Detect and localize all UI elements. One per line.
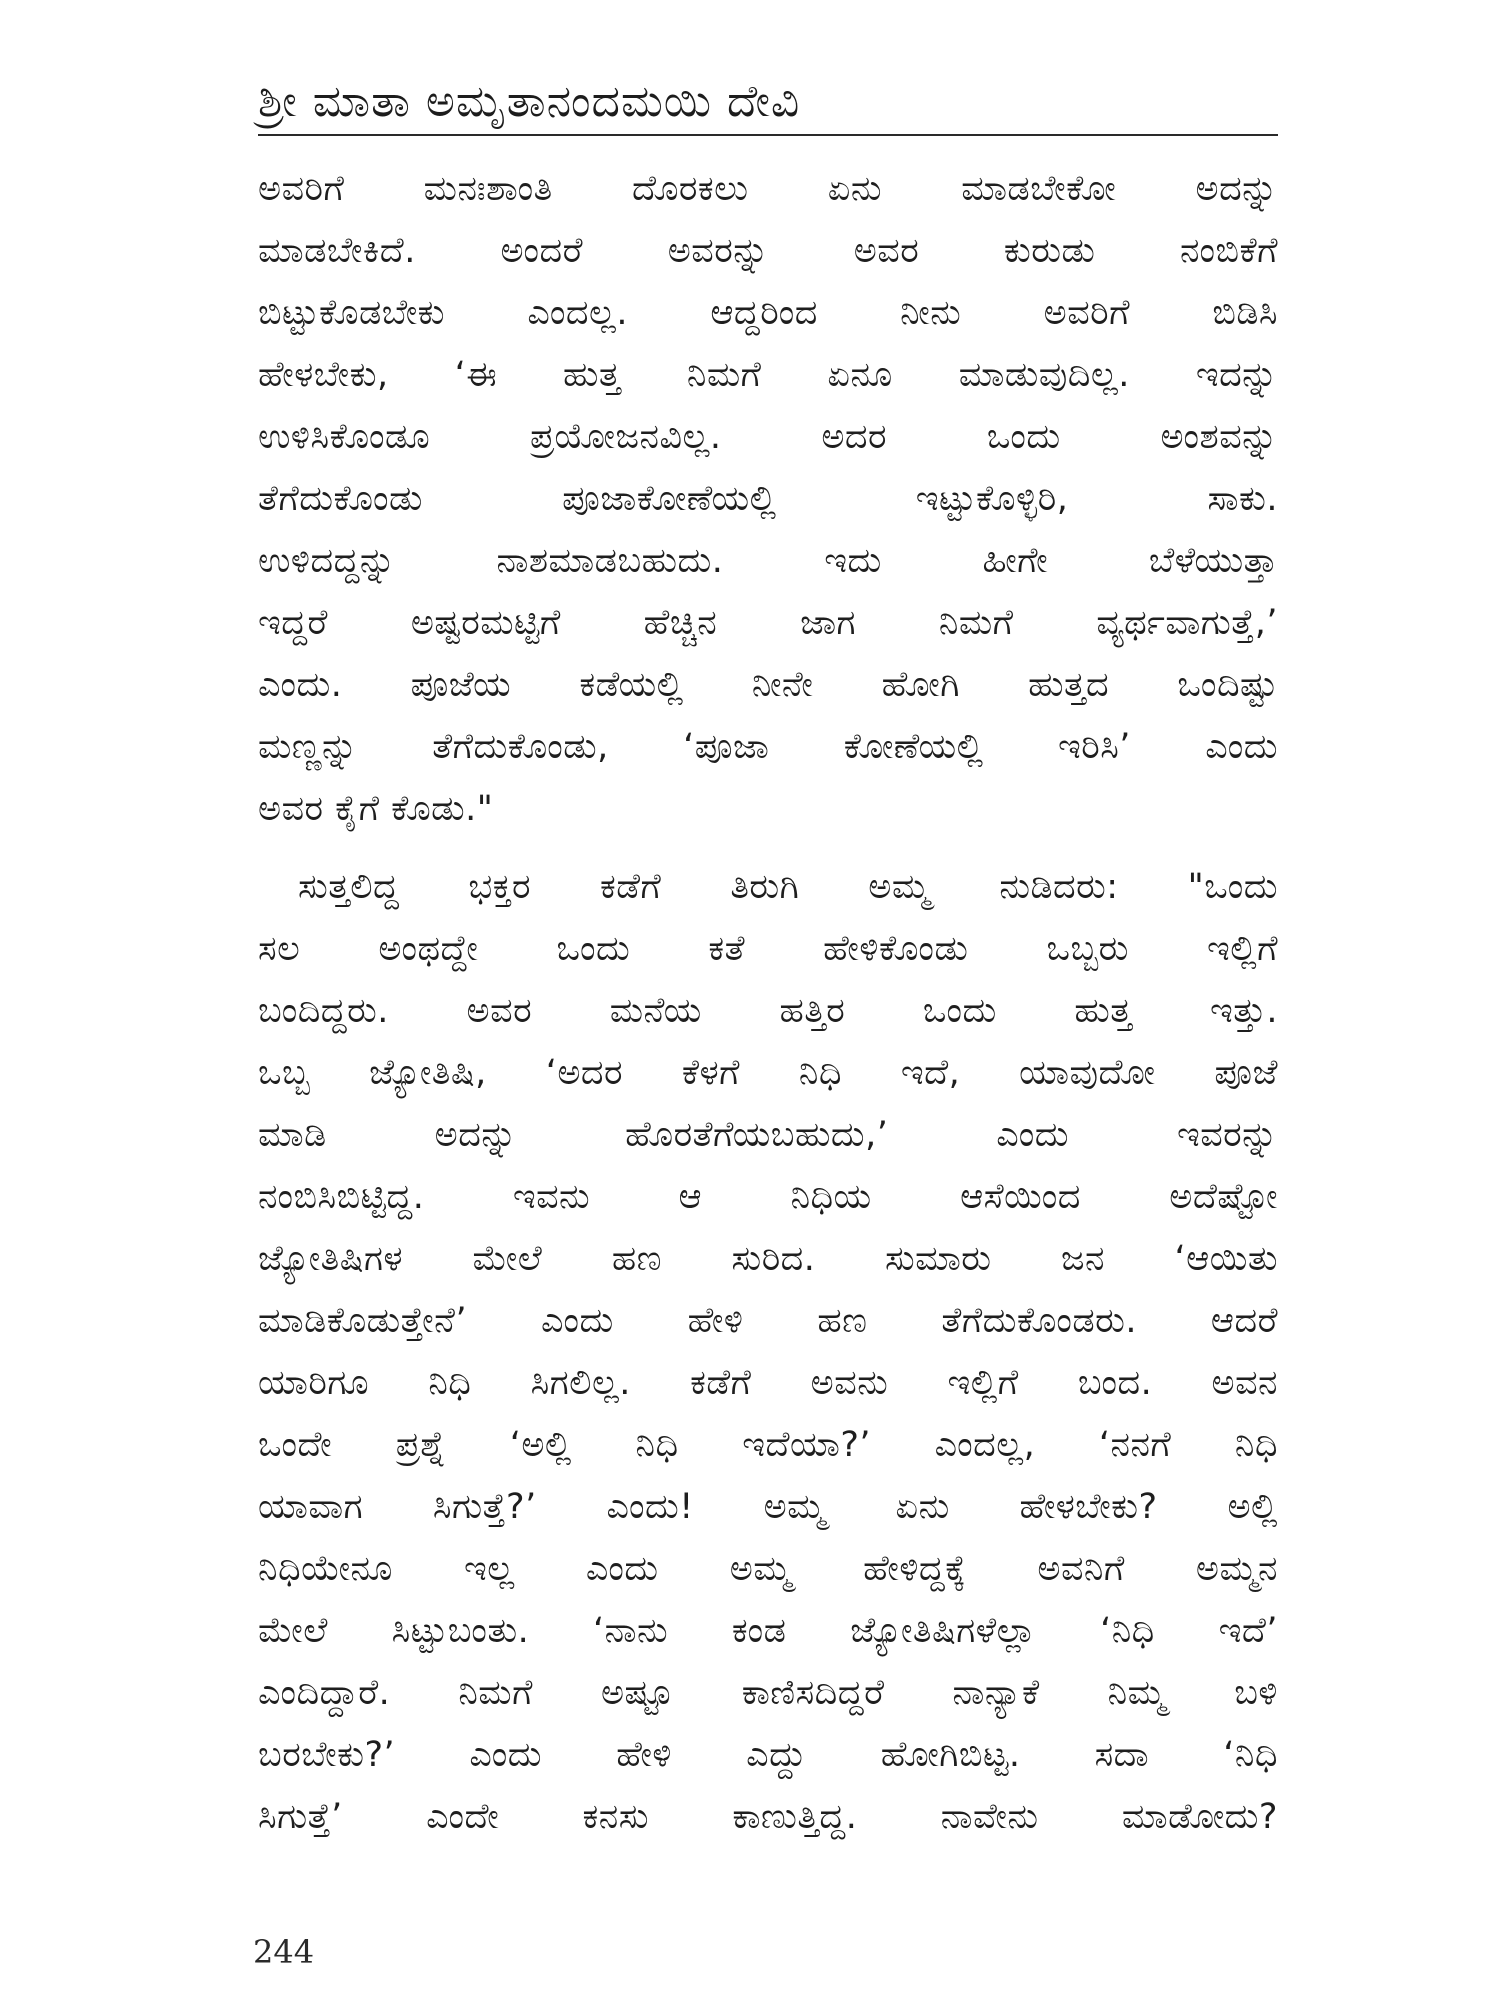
text-line: ಮಾಡಿ ಅದನ್ನು ಹೊರತೆಗೆಯಬಹುದು,’ ಎಂದು ಇವರನ್ನು (258, 1115, 1278, 1155)
text-line: ಮಾಡಿಕೊಡುತ್ತೇನೆ’ ಎಂದು ಹೇಳಿ ಹಣ ತೆಗೆದುಕೊಂಡರು. ಆದರೆ (258, 1301, 1278, 1341)
text-line: ಜ್ಯೋತಿಷಿಗಳ ಮೇಲೆ ಹಣ ಸುರಿದ. ಸುಮಾರು ಜನ ‘ಆಯಿತು (258, 1239, 1278, 1279)
text-line: ಒಬ್ಬ ಜ್ಯೋತಿಷಿ, ‘ಅದರ ಕೆಳಗೆ ನಿಧಿ ಇದೆ, ಯಾವುದೋ ಪೂಜೆ (258, 1053, 1278, 1093)
text-line: ಮಾಡಬೇಕಿದೆ. ಅಂದರೆ ಅವರನ್ನು ಅವರ ಕುರುಡು ನಂಬಿಕೆಗೆ (258, 231, 1278, 271)
text-line: ಸಿಗುತ್ತೆ’ ಎಂದೇ ಕನಸು ಕಾಣುತ್ತಿದ್ದ. ನಾವೇನು ಮಾಡೋದು? (258, 1797, 1278, 1837)
text-line: ಒಂದೇ ಪ್ರಶ್ನೆ ‘ಅಲ್ಲಿ ನಿಧಿ ಇದೆಯಾ?’ ಎಂದಲ್ಲ, ‘ನನಗೆ ನಿಧಿ (258, 1425, 1278, 1465)
body-text (258, 158, 1278, 1848)
header-rule (258, 134, 1278, 136)
text-line: ಅವರ ಕೈಗೆ ಕೊಡು." (258, 789, 494, 829)
text-line: ಮೇಲೆ ಸಿಟ್ಟುಬಂತು. ‘ನಾನು ಕಂಡ ಜ್ಯೋತಿಷಿಗಳೆಲ್ಲಾ ‘ನಿಧಿ ಇದೆ’ (258, 1611, 1278, 1651)
text-line: ಇದ್ದರೆ ಅಷ್ಟರಮಟ್ಟಿಗೆ ಹೆಚ್ಚಿನ ಜಾಗ ನಿಮಗೆ ವ್ಯರ್ಥವಾಗುತ್ತೆ,’ (258, 603, 1278, 643)
running-head-title: ಶ್ರೀ ಮಾತಾ ಅಮೃತಾನಂದಮಯಿ ದೇವಿ (258, 76, 801, 127)
text-line: ಬಂದಿದ್ದರು. ಅವರ ಮನೆಯ ಹತ್ತಿರ ಒಂದು ಹುತ್ತ ಇತ್ತು. (258, 991, 1278, 1031)
text-line: ಅವರಿಗೆ ಮನಃಶಾಂತಿ ದೊರಕಲು ಏನು ಮಾಡಬೇಕೋ ಅದನ್ನು (258, 169, 1278, 209)
text-line: ಸಲ ಅಂಥದ್ದೇ ಒಂದು ಕತೆ ಹೇಳಿಕೊಂಡು ಒಬ್ಬರು ಇಲ್ಲಿಗೆ (258, 929, 1278, 969)
text-line: ಎಂದಿದ್ದಾರೆ. ನಿಮಗೆ ಅಷ್ಟೂ ಕಾಣಿಸದಿದ್ದರೆ ನಾನ್ಯಾಕೆ ನಿಮ್ಮ ಬಳಿ (258, 1673, 1278, 1713)
text-line: ತೆಗೆದುಕೊಂಡು ಪೂಜಾಕೋಣೆಯಲ್ಲಿ ಇಟ್ಟುಕೊಳ್ಳಿರಿ, ಸಾಕು. (258, 479, 1278, 519)
text-line: ಯಾವಾಗ ಸಿಗುತ್ತೆ?’ ಎಂದು! ಅಮ್ಮ ಏನು ಹೇಳಬೇಕು? ಅಲ್ಲಿ (258, 1487, 1278, 1527)
text-line: ಉಳಿದದ್ದನ್ನು ನಾಶಮಾಡಬಹುದು. ಇದು ಹೀಗೇ ಬೆಳೆಯುತ್ತಾ (258, 541, 1278, 581)
running-head (258, 66, 1278, 146)
page-number: 244 (253, 1933, 315, 1971)
text-line: ಮಣ್ಣನ್ನು ತೆಗೆದುಕೊಂಡು, ‘ಪೂಜಾ ಕೋಣೆಯಲ್ಲಿ ಇರಿಸಿ’ ಎಂದು (258, 727, 1278, 767)
text-line: ಹೇಳಬೇಕು, ‘ಈ ಹುತ್ತ ನಿಮಗೆ ಏನೂ ಮಾಡುವುದಿಲ್ಲ. ಇದನ್ನು (258, 355, 1278, 395)
text-line: ಸುತ್ತಲಿದ್ದ ಭಕ್ತರ ಕಡೆಗೆ ತಿರುಗಿ ಅಮ್ಮ ನುಡಿದರು: "ಒಂದು (298, 867, 1278, 907)
text-line: ನಿಧಿಯೇನೂ ಇಲ್ಲ ಎಂದು ಅಮ್ಮ ಹೇಳಿದ್ದಕ್ಕೆ ಅವನಿಗೆ ಅಮ್ಮನ (258, 1549, 1278, 1589)
paragraph-2 (258, 856, 1278, 1848)
paragraph-1 (258, 158, 1278, 840)
text-line: ಬಿಟ್ಟುಕೊಡಬೇಕು ಎಂದಲ್ಲ. ಆದ್ದರಿಂದ ನೀನು ಅವರಿಗೆ ಬಿಡಿಸಿ (258, 293, 1278, 333)
text-line: ಉಳಿಸಿಕೊಂಡೂ ಪ್ರಯೋಜನವಿಲ್ಲ. ಅದರ ಒಂದು ಅಂಶವನ್ನು (258, 417, 1278, 457)
paragraph-spacer (258, 840, 1278, 856)
text-line: ಬರಬೇಕು?’ ಎಂದು ಹೇಳಿ ಎದ್ದು ಹೋಗಿಬಿಟ್ಟ. ಸದಾ ‘ನಿಧಿ (258, 1735, 1278, 1775)
text-line: ನಂಬಿಸಿಬಿಟ್ಟಿದ್ದ. ಇವನು ಆ ನಿಧಿಯ ಆಸೆಯಿಂದ ಅದೆಷ್ಟೋ (258, 1177, 1278, 1217)
text-line: ಎಂದು. ಪೂಜೆಯ ಕಡೆಯಲ್ಲಿ ನೀನೇ ಹೋಗಿ ಹುತ್ತದ ಒಂದಿಷ್ಟು (258, 665, 1278, 705)
text-line: ಯಾರಿಗೂ ನಿಧಿ ಸಿಗಲಿಲ್ಲ. ಕಡೆಗೆ ಅವನು ಇಲ್ಲಿಗೆ ಬಂದ. ಅವನ (258, 1363, 1278, 1403)
